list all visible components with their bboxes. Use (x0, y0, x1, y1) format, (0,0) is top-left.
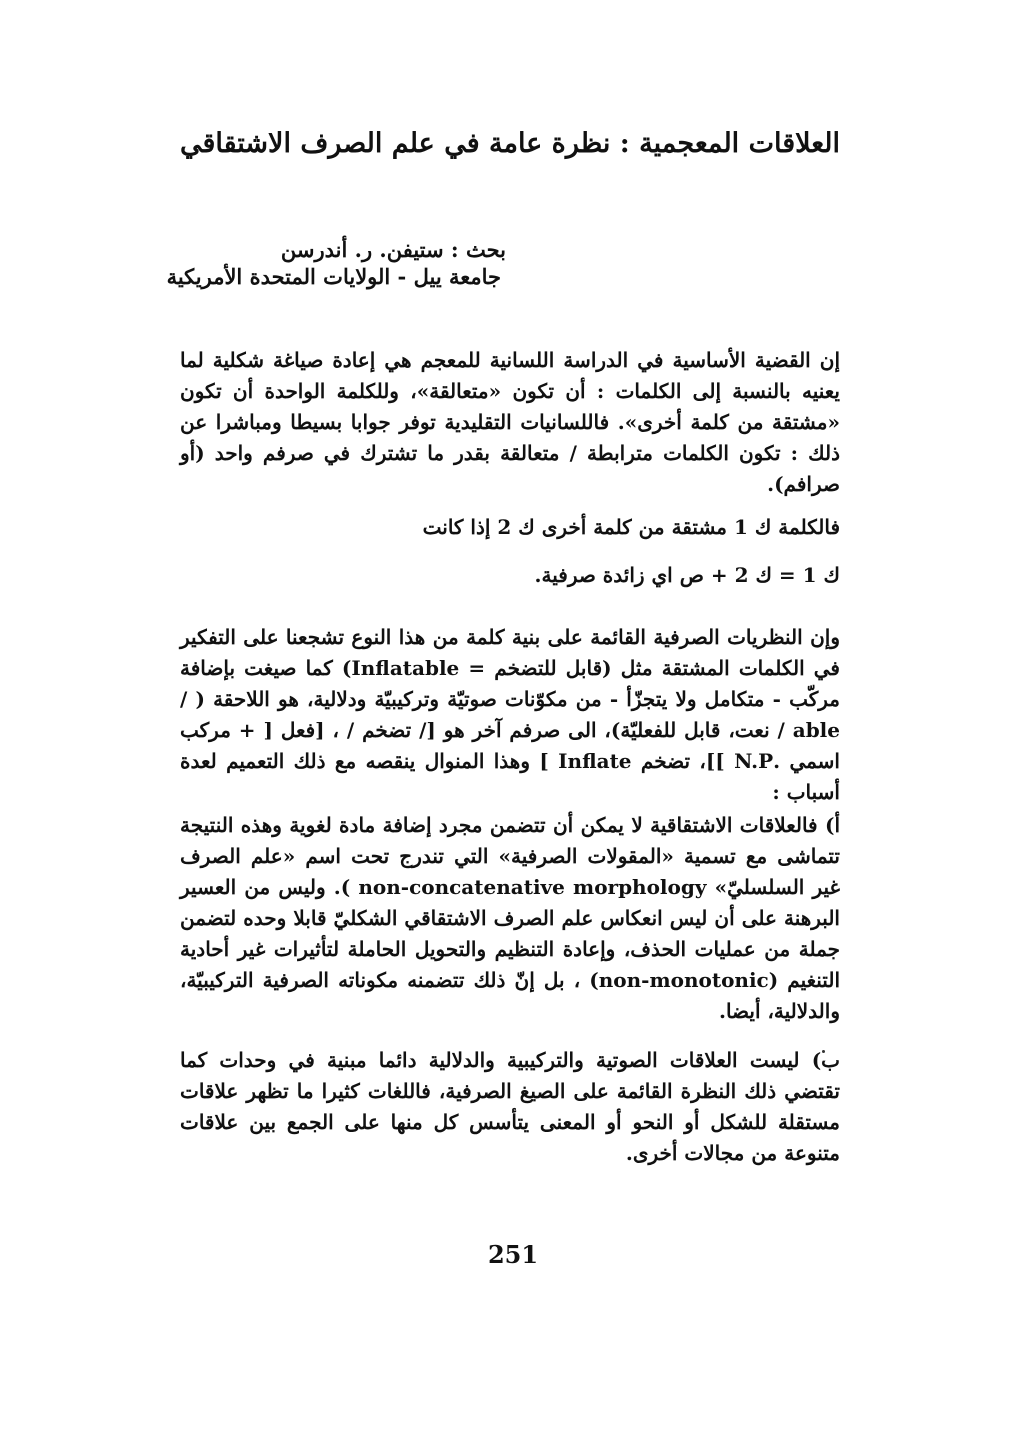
equation-line: ك 1 = ك 2 + ص اي زائدة صرفية. (534, 563, 840, 587)
affiliation-line: جامعة ييل - الولايات المتحدة الأمريكية (166, 264, 501, 289)
paragraph-point-a: أ) فالعلاقات الاشتقاقية لا يمكن أن تتضمن مجرد إضافة مادة لغوية وهذه النتيجة تتماشى مع تسمية «المقولات الصرفية» التي تندرج تحت اسم «علم الصرف غير السلسليّ» non-concatenative morphology ). وليس من العسير البرهنة على أن ليس انعكاس علم الصرف الاشتقاقي الشكليّ قابلا وحده لتضمن جملة من عمليات الحذف، وإعادة التنظيم والتحويل الحاملة لتأثيرات غير أحادية التنغيم (non-monotonic) ، بل إنّ ذلك تتضمنه مكوناته الصرفية التركيبيّة، والدلالية، أيضا. (180, 813, 840, 1023)
paragraph-point-b: ب) ليست العلاقات الصوتية والتركيبية والدلالية دائما مبنية في وحدات كما تقتضي ذلك النظرة القائمة على الصيغ الصرفية، فاللغات كثيرا ما تظهر علاقات مستقلة للشكل أو النحو أو المعنى يتأسس كل منها على الجمع بين علاقات متنوعة من مجالات أخرى. (180, 1048, 840, 1165)
page-number: 251 (487, 1240, 539, 1269)
article-title: العلاقات المعجمية : نظرة عامة في علم الصرف الاشتقاقي (179, 128, 840, 159)
paragraph-intro: إن القضية الأساسية في الدراسة اللسانية للمعجم هي إعادة صياغة شكلية لما يعنيه بالنسبة إلى الكلمات : أن تكون «متعالقة»، وللكلمة الواحدة أن تكون «مشتقة من كلمة أخرى». فاللسانيات التقليدية توفر جوابا بسيطا ومباشرا عن ذلك : تكون الكلمات مترابطة / متعالقة بقدر ما تشترك في صرفم واحد (أو صرافم). (180, 348, 840, 496)
paragraph-theories: وإن النظريات الصرفية القائمة على بنية كلمة من هذا النوع تشجعنا على التفكير في الكلمات المشتقة مثل (قابل للتضخم = Inflatable) كما صيغت بإضافة مركّب - متكامل ولا يتجزّأ - من مكوّنات صوتيّة وتركيبيّة ودلالية، هو اللاحقة ( / able / نعت، قابل للفعليّة)، الى صرفم آخر هو [/ تضخم / ، [فعل [ + مركب اسمي .N.P ]]، تضخم Inflate ] وهذا المنوال ينقصه مع ذلك التعميم لعدة أسباب : (180, 625, 840, 804)
author-line: بحث : ستيفن. ر. أندرسن (280, 237, 506, 262)
equation-intro: فالكلمة ك 1 مشتقة من كلمة أخرى ك 2 إذا كانت (422, 515, 840, 539)
